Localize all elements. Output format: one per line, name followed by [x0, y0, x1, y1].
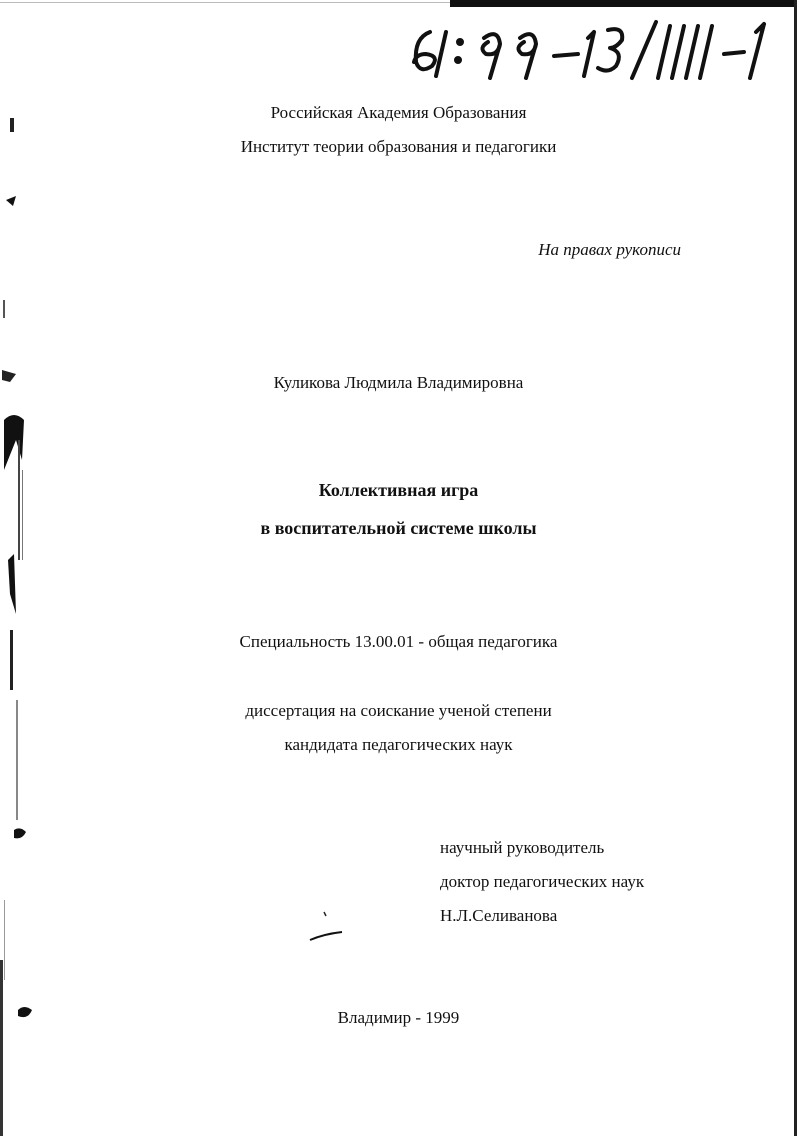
city-year: Владимир - 1999	[337, 1008, 460, 1027]
pen-stroke-mark	[308, 910, 348, 946]
academy-name: Российская Академия Образования	[270, 103, 527, 122]
handwritten-archive-code	[408, 14, 768, 84]
supervisor-role: научный руководитель	[440, 838, 605, 857]
specialty: Специальность 13.00.01 - общая педагогика	[239, 632, 558, 651]
supervisor-degree: доктор педагогических наук	[440, 872, 645, 891]
author-name: Куликова Людмила Владимировна	[273, 373, 524, 392]
manuscript-rights-note: На правах рукописи	[538, 240, 681, 259]
institute-name: Институт теории образования и педагогики	[240, 137, 557, 156]
dissertation-line-2: кандидата педагогических наук	[284, 735, 513, 754]
scan-top-border	[450, 0, 797, 7]
scan-edge-noise	[0, 0, 40, 1136]
title-line-2: в воспитательной системе школы	[260, 518, 537, 538]
scan-top-line	[0, 2, 450, 3]
supervisor-name: Н.Л.Селиванова	[440, 906, 558, 925]
dissertation-line-1: диссертация на соискание ученой степени	[245, 701, 552, 720]
title-line-1: Коллективная игра	[318, 480, 479, 500]
